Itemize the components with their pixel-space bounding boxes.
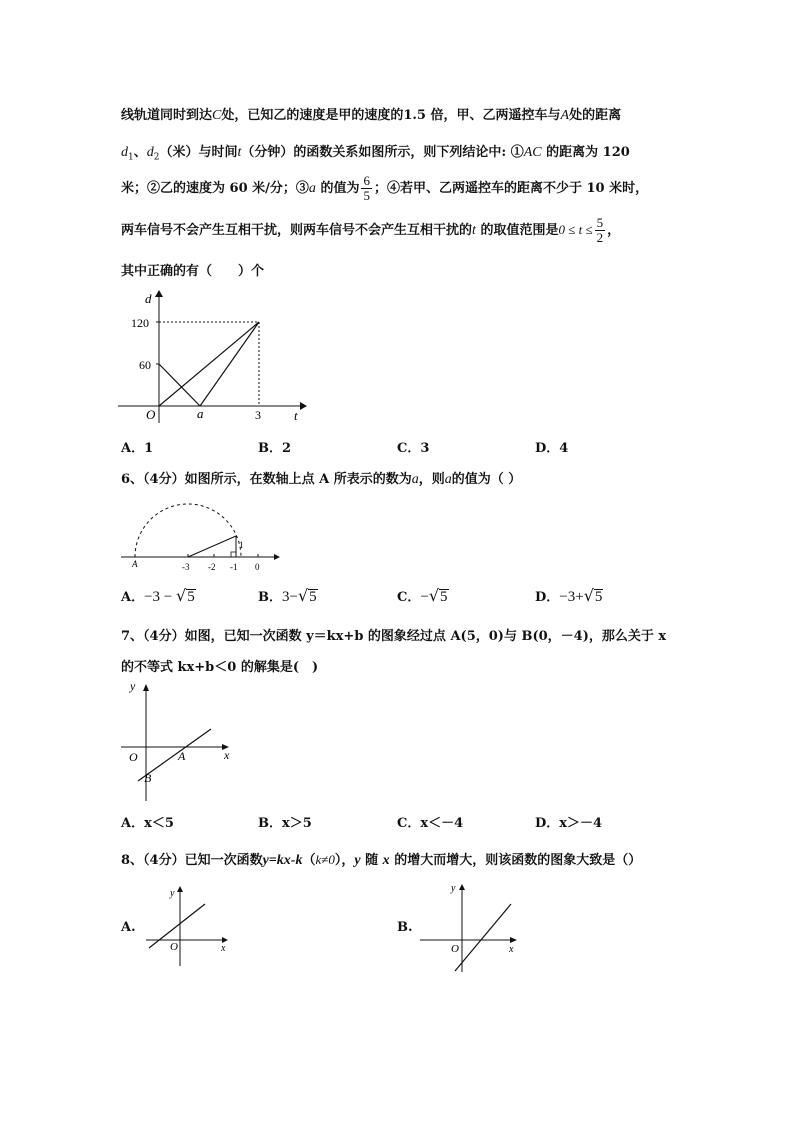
label-A: A: [178, 749, 186, 763]
q5-line-5: 其中正确的有（ ）个: [121, 264, 265, 279]
label-origin: O: [146, 407, 156, 422]
q8-option-b-label[interactable]: B.: [397, 920, 413, 935]
q6-number-line: [118, 493, 283, 575]
q5-distance-time-graph: [118, 285, 308, 425]
label-n3: -3: [182, 562, 190, 572]
label-a: a: [197, 406, 204, 421]
label-t: t: [294, 408, 298, 423]
line-b: [455, 904, 511, 971]
fraction-5-2: $\frac{5}{2}$: [596, 215, 604, 245]
label-A: A: [132, 559, 138, 569]
svg-text:O: O: [170, 941, 178, 953]
label-O: O: [129, 750, 138, 764]
label-120: 120: [131, 316, 149, 330]
q6-option-a[interactable]: A．−3 − √5: [121, 586, 195, 605]
x-axis-arrow: [300, 402, 307, 410]
q7-option-a[interactable]: A．x＜5: [121, 816, 174, 831]
fraction-6-5: $\frac{6}{5}$: [363, 173, 370, 203]
label-B: B: [144, 771, 152, 785]
label-60: 60: [139, 358, 151, 372]
q5-line-2: $d_1$、$d_2$（米）与时间t（分钟）的函数关系如图所示，则下列结论中: ①AC 的距离为 120: [121, 145, 630, 163]
svg-text:y: y: [170, 888, 175, 899]
label-0: 0: [255, 562, 260, 572]
q6-option-c[interactable]: C．−√5: [397, 586, 448, 605]
q5-line-4: 两车信号不会产生互相干扰，则两车信号不会产生互相干扰的t 的取值范围是0 ≤ t ≤ $\frac{5}{2}$ ，: [121, 215, 621, 245]
label-d: d: [145, 291, 152, 306]
q7-line-1: 7、（4分）如图，已知一次函数 y＝kx+b 的图象经过点 A(5，0)与 B(0，－4)，那么关于 x: [121, 629, 667, 644]
label-1: 1: [239, 540, 244, 550]
q5-option-b[interactable]: B．2: [258, 441, 292, 456]
q8-text: 8、（4分）已知一次函数y=kx-k（k≠0），y 随 x 的增大而增大，则该函数的图象大致是（）: [121, 852, 642, 868]
q8-option-b-graph[interactable]: [418, 880, 520, 974]
q7-linear-graph: [118, 677, 236, 803]
label-3: 3: [255, 408, 261, 422]
svg-text:x: x: [221, 943, 226, 954]
q8-option-a-label[interactable]: A.: [121, 920, 136, 935]
q8-option-a-graph[interactable]: [143, 882, 231, 967]
label-y: y: [130, 679, 136, 693]
q7-line-2: 的不等式 kx+b＜0 的解集是( ): [121, 660, 319, 675]
svg-text:O: O: [451, 943, 459, 955]
q5-line-3: 米；②乙的速度为 60 米/分；③a 的值为 $\frac{6}{5}$ ；④若甲、乙两遥控车的距离不少于 10 米时，: [121, 173, 649, 203]
q6-option-d[interactable]: D．−3+√5: [535, 586, 603, 605]
svg-text:y: y: [451, 883, 456, 894]
q6-option-b[interactable]: B．3−√5: [258, 586, 317, 605]
q7-option-c[interactable]: C．x＜－4: [397, 816, 464, 831]
q7-option-b[interactable]: B．x＞5: [258, 816, 312, 831]
label-n1: -1: [230, 562, 238, 572]
label-x: x: [224, 748, 230, 762]
q5-option-d[interactable]: D．4: [535, 441, 569, 456]
hypotenuse: [188, 536, 236, 557]
dashed-arc: [135, 504, 241, 557]
q5-line-1: 线轨道同时到达C处，已知乙的速度是甲的速度的1.5 倍，甲、乙两遥控车与A处的距离: [121, 108, 622, 123]
y-axis-arrow: [155, 290, 163, 297]
q5-option-a[interactable]: A．1: [121, 441, 154, 456]
svg-text:x: x: [509, 944, 514, 955]
q7-option-d[interactable]: D．x＞－4: [535, 816, 603, 831]
q5-option-c[interactable]: C．3: [397, 441, 430, 456]
line-d2-down: [159, 364, 200, 406]
right-angle-mark: [231, 552, 236, 557]
q6-text: 6、（4分）如图所示，在数轴上点 A 所表示的数为a，则a的值为（ ）: [121, 472, 522, 487]
label-n2: -2: [208, 562, 216, 572]
